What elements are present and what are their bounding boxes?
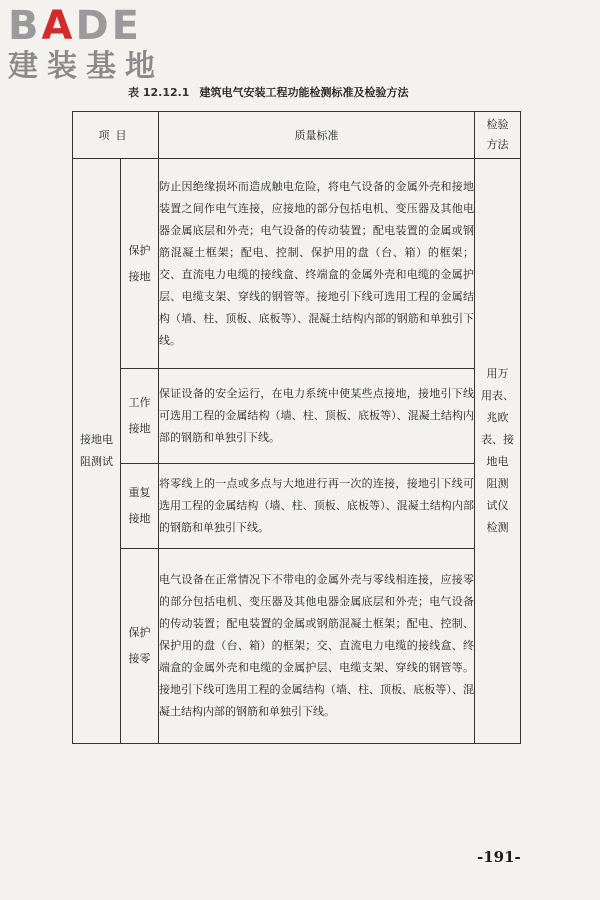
method-line: 用万: [486, 367, 509, 380]
row-description: 防止因绝缘损坏而造成触电危险，将电气设备的金属外壳和接地装置之间作电气连接，应接地的部分包括电机、变压器及其他电器金属底层和外壳；电气设备的传动装置；配电装置的金属或钢筋混凝土框架；配电、控制、保护用的盘（台、箱）的框架；交、直流电力电缆的接线盒、终端盒的金属外壳和电缆的金属护层、电缆支架、穿线的钢管等。接地引下线可选用工程的金属结构（墙、柱、顶板、底板等）、混凝土结构内部的钢筋和单独引下线。: [159, 159, 475, 369]
row-description: 电气设备在正常情况下不带电的金属外壳与零线相连接，应接零的部分包括电机、变压器及其他电器金属底层和外壳；电气设备的传动装置；配电装置的金属或钢筋混凝土框架；配电、控制、保护用的盘（台、箱）的框架；交、直流电力电缆的接线盒、终端盒的金属外壳和电缆的金属护层、电缆支架、穿线的钢管等。接地引下线可选用工程的金属结构（墙、柱、顶板、底板等）、混凝土结构内部的钢筋和单独引下线。: [159, 549, 475, 744]
page-number: -191-: [477, 848, 521, 866]
table-row: [73, 549, 521, 744]
row-label-protective-neutral: [121, 549, 159, 744]
table-row: [73, 159, 521, 369]
table-caption: [128, 84, 408, 100]
method-line: 用表、: [481, 389, 514, 402]
logo-accent-letter: A: [41, 3, 76, 49]
category-cell: [73, 159, 121, 744]
header-method: [475, 112, 521, 159]
method-line: 兆欧: [486, 411, 509, 424]
method-cell: [475, 159, 521, 744]
table-row: [73, 464, 521, 549]
header-method-line1: 检验: [486, 118, 509, 131]
logo-cjk-text: 建装基地: [8, 49, 164, 84]
row-description: 将零线上的一点或多点与大地进行再一次的连接，接地引下线可选用工程的金属结构（墙、柱、顶板、底板等）、混凝土结构内部的钢筋和单独引下线。: [159, 464, 475, 549]
method-line: 阻测: [486, 477, 509, 490]
category-line1: 接地电: [80, 433, 113, 446]
table-caption-title: 建筑电气安装工程功能检测标准及检验方法: [199, 86, 409, 99]
inspection-standard-table: [72, 111, 521, 744]
row-label-line2: 接地: [128, 422, 151, 435]
table-row: [73, 369, 521, 464]
row-label-line1: 保护: [128, 243, 151, 257]
row-label-protective-grounding: [121, 159, 159, 369]
table-header-row: [73, 112, 521, 159]
method-line: 地电: [486, 455, 509, 468]
row-label-working-grounding: [121, 369, 159, 464]
method-line: 试仪: [486, 499, 509, 512]
header-item: 项目: [73, 112, 159, 159]
row-label-line1: 工作: [128, 396, 151, 409]
category-line2: 阻测试: [80, 455, 113, 468]
row-label-line2: 接零: [128, 652, 151, 665]
row-label-line2: 接地: [128, 512, 151, 525]
row-label-line1: 重复: [128, 486, 151, 499]
logo-latin: BADE: [8, 3, 142, 49]
row-description: 保证设备的安全运行，在电力系统中使某些点接地，接地引下线可选用工程的金属结构（墙、柱、顶板、底板等）、混凝土结构内部的钢筋和单独引下线。: [159, 369, 475, 464]
method-line: 表、接: [481, 433, 514, 446]
header-method-line2: 方法: [486, 138, 509, 151]
row-label-repeated-grounding: [121, 464, 159, 549]
bade-logo: [8, 4, 164, 84]
method-line: 检测: [486, 521, 509, 534]
row-label-line2: 接地: [128, 269, 151, 283]
table-caption-number: 表 12.12.1: [128, 86, 190, 99]
logo-latin-text: [8, 4, 164, 48]
header-standard: 质量标准: [159, 112, 475, 159]
row-label-line1: 保护: [128, 626, 151, 639]
